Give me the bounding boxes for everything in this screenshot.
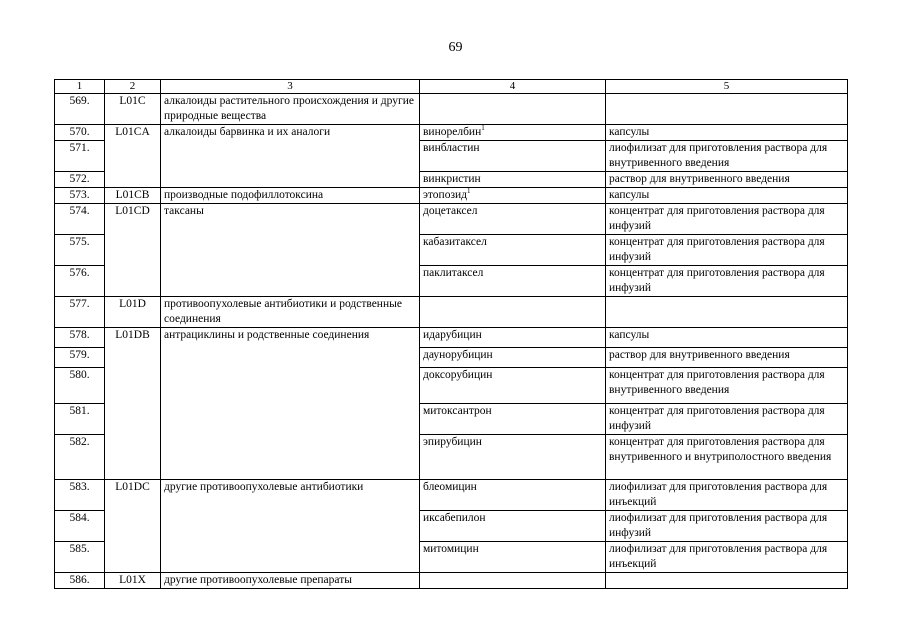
table-header-row: [55, 80, 848, 94]
dosage-form: лиофилизат для приготовления раствора для внутривенного введения: [606, 141, 848, 172]
drug-name: идарубицин: [420, 328, 606, 348]
atc-group: другие противоопухолевые антибиотики: [161, 480, 420, 573]
row-number: 579.: [55, 348, 105, 368]
atc-code: L01DC: [105, 480, 161, 573]
dosage-form: [606, 94, 848, 125]
row-number: 582.: [55, 435, 105, 480]
drug-name-text: этопозид: [423, 189, 468, 201]
dosage-form: раствор для внутривенного введения: [606, 348, 848, 368]
table-row: [55, 188, 848, 204]
drug-name: [420, 125, 606, 141]
drug-name: кабазитаксел: [420, 235, 606, 266]
drug-name: [420, 573, 606, 589]
drug-list-table: [54, 79, 848, 589]
row-number: 585.: [55, 542, 105, 573]
row-number: 581.: [55, 404, 105, 435]
drug-name-text: винорелбин: [423, 126, 482, 138]
dosage-form: лиофилизат для приготовления раствора для инъекций: [606, 542, 848, 573]
dosage-form: лиофилизат для приготовления раствора для инфузий: [606, 511, 848, 542]
row-number: 570.: [55, 125, 105, 141]
atc-group: другие противоопухолевые препараты: [161, 573, 420, 589]
dosage-form: капсулы: [606, 328, 848, 348]
atc-code: L01X: [105, 573, 161, 589]
drug-name: иксабепилон: [420, 511, 606, 542]
atc-code: L01D: [105, 297, 161, 328]
table-row: [55, 328, 848, 348]
footnote-mark: 1: [481, 124, 485, 133]
dosage-form: концентрат для приготовления раствора для инфузий: [606, 204, 848, 235]
dosage-form: капсулы: [606, 125, 848, 141]
drug-name: доцетаксел: [420, 204, 606, 235]
dosage-form: [606, 573, 848, 589]
table-row: [55, 480, 848, 511]
atc-group: таксаны: [161, 204, 420, 297]
drug-name: [420, 297, 606, 328]
dosage-form: капсулы: [606, 188, 848, 204]
row-number: 572.: [55, 172, 105, 188]
drug-name: эпирубицин: [420, 435, 606, 480]
table-row: [55, 297, 848, 328]
row-number: 578.: [55, 328, 105, 348]
row-number: 583.: [55, 480, 105, 511]
row-number: 584.: [55, 511, 105, 542]
row-number: 574.: [55, 204, 105, 235]
atc-group: производные подофиллотоксина: [161, 188, 420, 204]
column-header: 2: [105, 80, 161, 94]
dosage-form: раствор для внутривенного введения: [606, 172, 848, 188]
drug-name: винбластин: [420, 141, 606, 172]
dosage-form: концентрат для приготовления раствора для внутривенного введения: [606, 368, 848, 404]
dosage-form: концентрат для приготовления раствора для инфузий: [606, 404, 848, 435]
drug-name: блеомицин: [420, 480, 606, 511]
row-number: 569.: [55, 94, 105, 125]
table-row: [55, 125, 848, 141]
atc-group: алкалоиды растительного происхождения и другие природные вещества: [161, 94, 420, 125]
dosage-form: концентрат для приготовления раствора для инфузий: [606, 235, 848, 266]
atc-code: L01CB: [105, 188, 161, 204]
table-row: [55, 204, 848, 235]
row-number: 586.: [55, 573, 105, 589]
atc-code: L01CA: [105, 125, 161, 188]
footnote-mark: 1: [467, 187, 471, 196]
page-number: 69: [448, 40, 463, 55]
dosage-form: лиофилизат для приготовления раствора для инъекций: [606, 480, 848, 511]
row-number: 576.: [55, 266, 105, 297]
table-row: [55, 94, 848, 125]
drug-name: [420, 188, 606, 204]
column-header: 4: [420, 80, 606, 94]
dosage-form: концентрат для приготовления раствора для внутривенного и внутриполостного введения: [606, 435, 848, 480]
drug-name: митоксантрон: [420, 404, 606, 435]
atc-group: алкалоиды барвинка и их аналоги: [161, 125, 420, 188]
row-number: 575.: [55, 235, 105, 266]
drug-name: даунорубицин: [420, 348, 606, 368]
column-header: 3: [161, 80, 420, 94]
dosage-form: концентрат для приготовления раствора для инфузий: [606, 266, 848, 297]
atc-code: L01CD: [105, 204, 161, 297]
table-row: [55, 573, 848, 589]
column-header: 1: [55, 80, 105, 94]
drug-name: доксорубицин: [420, 368, 606, 404]
drug-name: [420, 94, 606, 125]
dosage-form: [606, 297, 848, 328]
row-number: 577.: [55, 297, 105, 328]
drug-name: паклитаксел: [420, 266, 606, 297]
row-number: 571.: [55, 141, 105, 172]
atc-code: L01DB: [105, 328, 161, 480]
row-number: 573.: [55, 188, 105, 204]
atc-group: противоопухолевые антибиотики и родственные соединения: [161, 297, 420, 328]
atc-group: антрациклины и родственные соединения: [161, 328, 420, 480]
drug-name: митомицин: [420, 542, 606, 573]
drug-name: винкристин: [420, 172, 606, 188]
atc-code: L01C: [105, 94, 161, 125]
row-number: 580.: [55, 368, 105, 404]
column-header: 5: [606, 80, 848, 94]
